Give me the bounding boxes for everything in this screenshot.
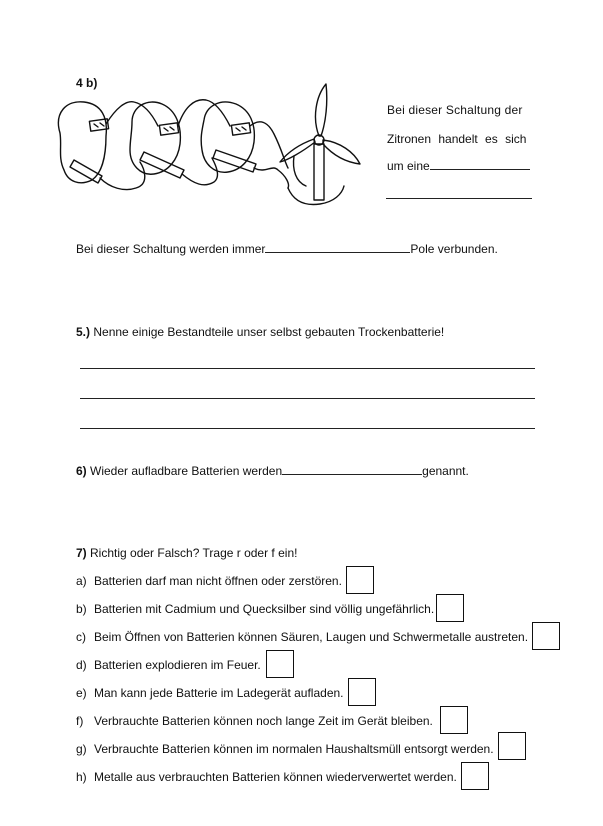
item-text: Metalle aus verbrauchten Batterien können wiederverwertet werden. (94, 770, 457, 784)
q7-item-a (76, 574, 342, 588)
q7-item-d (76, 658, 261, 672)
item-letter: e) (76, 686, 87, 700)
q7-answer-box-d[interactable] (266, 650, 294, 678)
item-letter: c) (76, 630, 86, 644)
q5-answer-line-2[interactable] (80, 398, 535, 399)
item-text: Man kann jede Batterie im Ladegerät aufladen. (94, 686, 344, 700)
q4b-sentence-before: Bei dieser Schaltung werden immer (76, 242, 266, 256)
item-text: Verbrauchte Batterien können noch lange Zeit im Gerät bleiben. (94, 714, 433, 728)
q7-answer-box-e[interactable] (348, 678, 376, 706)
question-5 (76, 325, 444, 339)
item-text: Batterien explodieren im Feuer. (94, 658, 261, 672)
lemon-shape (130, 102, 180, 174)
item-letter: f) (76, 714, 84, 728)
q4b-answer-line-2[interactable] (386, 198, 532, 199)
item-text: Batterien darf man nicht öffnen oder zerstören. (94, 574, 342, 588)
question-7 (76, 546, 297, 560)
q7-item-f (76, 714, 433, 728)
q5-answer-line-3[interactable] (80, 428, 535, 429)
lemon-shape (201, 102, 254, 172)
q5-number: 5.) (76, 325, 91, 339)
q6-blank[interactable] (282, 463, 422, 475)
q4b-answer-line-1[interactable] (430, 169, 530, 170)
windmill-blade (280, 139, 315, 162)
q5-answer-line-1[interactable] (80, 368, 535, 369)
windmill-blade (315, 84, 326, 136)
lemon-shape (58, 102, 106, 183)
q7-answer-box-a[interactable] (346, 566, 374, 594)
q7-answer-box-b[interactable] (436, 594, 464, 622)
q7-text: Richtig oder Falsch? Trage r oder f ein! (90, 546, 298, 560)
item-letter: h) (76, 770, 87, 784)
q7-answer-box-c[interactable] (532, 622, 560, 650)
q7-item-e (76, 686, 344, 700)
item-letter: a) (76, 574, 87, 588)
q4b-sentence-blank[interactable] (265, 241, 410, 253)
q7-item-g (76, 742, 494, 756)
item-text: Batterien mit Cadmium und Quecksilber sind völlig ungefährlich. (94, 602, 435, 616)
q7-item-b (76, 602, 434, 616)
windmill-blade (323, 140, 360, 164)
q6-number: 6) (76, 464, 87, 478)
question-6 (76, 463, 469, 478)
q4b-side-line-1: Bei dieser Schaltung der (387, 103, 523, 117)
q6-before: Wieder aufladbare Batterien werden (90, 464, 283, 478)
q4b-sentence-after: Pole verbunden. (410, 242, 498, 256)
q4b-sentence (76, 241, 498, 256)
q4b-side-line-2: Zitronen handelt es sich (387, 132, 527, 146)
item-letter: d) (76, 658, 87, 672)
q7-item-h (76, 770, 457, 784)
item-letter: b) (76, 602, 87, 616)
question-4b-label: 4 b) (76, 76, 98, 90)
q7-answer-box-h[interactable] (461, 762, 489, 790)
item-letter: g) (76, 742, 87, 756)
lemon-battery-circuit-illustration (44, 78, 364, 218)
q7-answer-box-g[interactable] (498, 732, 526, 760)
q4b-side-line-3: um eine (387, 159, 430, 173)
q7-number: 7) (76, 546, 87, 560)
q5-text: Nenne einige Bestandteile unser selbst gebauten Trockenbatterie! (93, 325, 445, 339)
q7-answer-box-f[interactable] (440, 706, 468, 734)
q6-after: genannt. (422, 464, 469, 478)
q7-item-c (76, 630, 528, 644)
item-text: Beim Öffnen von Batterien können Säuren, Laugen und Schwermetalle austreten. (94, 630, 529, 644)
item-text: Verbrauchte Batterien können im normalen Haushaltsmüll entsorgt werden. (94, 742, 494, 756)
